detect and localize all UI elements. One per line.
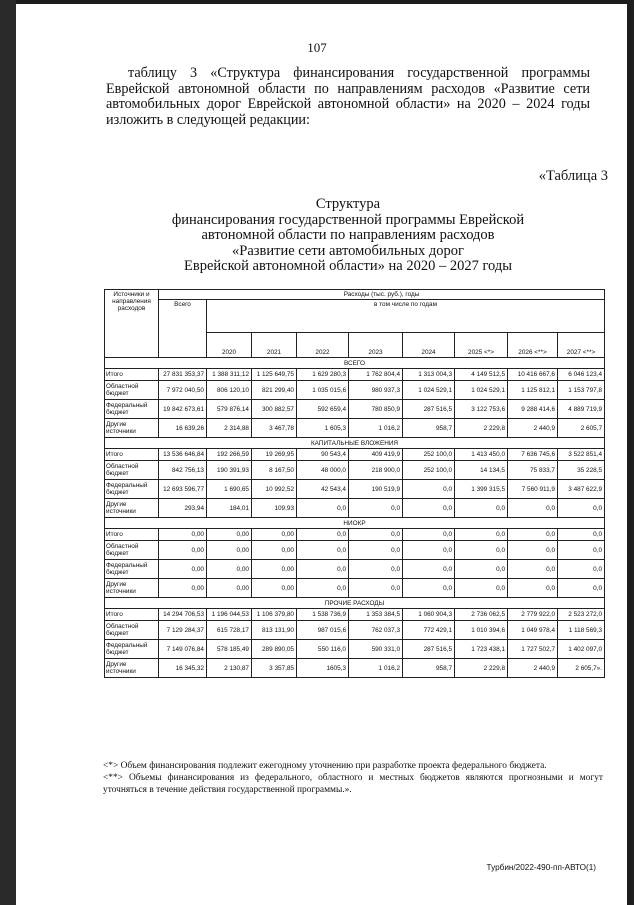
table-cell: 3 487 622,9 (558, 480, 605, 499)
table-cell: 190 519,9 (349, 480, 403, 499)
table-cell: 0,0 (297, 541, 349, 560)
table-cell: 0,0 (403, 579, 455, 598)
table-cell: 300 882,57 (252, 400, 297, 419)
table-row (105, 560, 605, 579)
table-cell: 7 636 745,6 (508, 449, 558, 461)
table-cell: 190 391,93 (207, 461, 252, 480)
section-row (105, 358, 605, 369)
year-header: 2025 <*> (455, 333, 508, 358)
table-row (105, 529, 605, 541)
table-cell: 1 413 450,0 (455, 449, 508, 461)
table-row (105, 499, 605, 518)
table-cell: 1 762 804,4 (349, 369, 403, 381)
row-label: Итого (105, 449, 159, 461)
table-cell: 7 149 076,84 (159, 640, 207, 659)
table-cell: 0,0 (403, 541, 455, 560)
table-cell: 813 131,90 (252, 621, 297, 640)
row-label: Итого (105, 369, 159, 381)
table-cell: 1 049 978,4 (508, 621, 558, 640)
table-cell: 1 125 812,1 (508, 381, 558, 400)
table-cell: 0,0 (508, 541, 558, 560)
table-cell: 3 467,78 (252, 419, 297, 438)
table-row (105, 480, 605, 499)
table-cell: 0,0 (349, 560, 403, 579)
table-cell: 1 016,2 (349, 659, 403, 678)
table-cell: 0,00 (207, 541, 252, 560)
scan-edge-top (0, 0, 634, 4)
table-cell: 7 560 911,9 (508, 480, 558, 499)
title-line: «Развитие сети автомобильных дорог (232, 242, 464, 259)
table-cell: 0,00 (159, 560, 207, 579)
table-cell: 0,0 (403, 560, 455, 579)
table-cell: 289 890,05 (252, 640, 297, 659)
table-cell: 7 972 040,50 (159, 381, 207, 400)
table-cell: 0,0 (558, 560, 605, 579)
table-cell: 1 402 097,0 (558, 640, 605, 659)
table-cell: 16 639,26 (159, 419, 207, 438)
title-line: финансирования государственной программы Еврейской (171, 211, 525, 228)
table-cell: 8 167,50 (252, 461, 297, 480)
table-cell: 550 116,0 (297, 640, 349, 659)
table-cell: 0,00 (159, 529, 207, 541)
row-label: Областной бюджет (105, 541, 159, 560)
table-cell: 772 429,1 (403, 621, 455, 640)
table-cell: 1 016,2 (349, 419, 403, 438)
year-header: 2024 (403, 333, 455, 358)
table-cell: 0,0 (558, 529, 605, 541)
table-cell: 13 536 646,84 (159, 449, 207, 461)
table-cell: 4 889 719,9 (558, 400, 605, 419)
footnote: <**> Объемы финансирования из федерального, областного и местных бюджетов являются прогнозными и могут уточняться в течение действия государственной программы.». (103, 773, 603, 795)
table-cell: 2 440,9 (508, 419, 558, 438)
table-cell: 1 388 311,12 (207, 369, 252, 381)
row-label: Другие источники (105, 659, 159, 678)
table-row (105, 369, 605, 381)
table-cell: 1 060 904,3 (403, 609, 455, 621)
table-cell: 0,0 (349, 529, 403, 541)
table-cell: 1 125 649,75 (252, 369, 297, 381)
table-cell: 1 024 529,1 (455, 381, 508, 400)
table-cell: 1 727 502,7 (508, 640, 558, 659)
row-label: Итого (105, 529, 159, 541)
table-cell: 0,0 (455, 579, 508, 598)
table-cell: 1 723 438,1 (455, 640, 508, 659)
table-cell: 0,00 (207, 529, 252, 541)
table-cell: 0,00 (252, 541, 297, 560)
table-cell: 958,7 (403, 419, 455, 438)
section-title: НИОКР (105, 518, 605, 529)
row-label: Федеральный бюджет (105, 480, 159, 499)
table-row (105, 400, 605, 419)
table-cell: 7 129 284,37 (159, 621, 207, 640)
table-cell: 2 130,87 (207, 659, 252, 678)
table-cell: 579 876,14 (207, 400, 252, 419)
table-cell: 19 269,95 (252, 449, 297, 461)
table-cell: 987 015,6 (297, 621, 349, 640)
table-cell: 0,00 (207, 560, 252, 579)
section-row (105, 598, 605, 609)
table-cell: 1 313 004,3 (403, 369, 455, 381)
header-total: Всего (159, 300, 207, 358)
header-expenses: Расходы (тыс. руб.), годы (159, 290, 605, 300)
table-cell: 0,0 (508, 499, 558, 518)
table-cell: 0,0 (403, 499, 455, 518)
table-cell: 16 345,32 (159, 659, 207, 678)
table-cell: 1 106 379,80 (252, 609, 297, 621)
table-cell: 0,0 (297, 529, 349, 541)
table-cell: 0,0 (403, 480, 455, 499)
table-cell: 2 605,7». (558, 659, 605, 678)
table-cell: 0,00 (252, 529, 297, 541)
table-cell: 287 516,5 (403, 640, 455, 659)
table-cell: 9 288 414,6 (508, 400, 558, 419)
table-cell: 842 756,13 (159, 461, 207, 480)
table-cell: 0,00 (252, 579, 297, 598)
table-cell: 2 523 272,0 (558, 609, 605, 621)
table-cell: 12 693 596,77 (159, 480, 207, 499)
table-cell: 3 122 753,6 (455, 400, 508, 419)
table-cell: 958,7 (403, 659, 455, 678)
header-source: Источники и направления расходов (105, 290, 159, 358)
table-cell: 48 000,0 (297, 461, 349, 480)
table-cell: 42 543,4 (297, 480, 349, 499)
scan-edge-right (627, 0, 634, 905)
table-row (105, 659, 605, 678)
table-cell: 2 229,8 (455, 659, 508, 678)
section-title: ВСЕГО (105, 358, 605, 369)
financing-table (104, 289, 605, 678)
table-cell: 1 153 797,8 (558, 381, 605, 400)
table-cell: 2 440,9 (508, 659, 558, 678)
table-cell: 3 357,85 (252, 659, 297, 678)
table-cell: 218 900,0 (349, 461, 403, 480)
title-line: Структура (315, 196, 381, 212)
table-cell: 252 100,0 (403, 461, 455, 480)
table-cell: 19 842 673,61 (159, 400, 207, 419)
row-label: Областной бюджет (105, 381, 159, 400)
table-cell: 0,0 (508, 579, 558, 598)
table-title (100, 197, 596, 275)
table-cell: 2 229,8 (455, 419, 508, 438)
table-cell: 780 850,9 (349, 400, 403, 419)
section-row (105, 438, 605, 449)
row-label: Областной бюджет (105, 621, 159, 640)
table-cell: 1 024 529,1 (403, 381, 455, 400)
table-cell: 2 779 922,0 (508, 609, 558, 621)
table-cell: 0,00 (159, 541, 207, 560)
row-label: Другие источники (105, 579, 159, 598)
year-header: 2027 <**> (558, 333, 605, 358)
table-cell: 0,0 (349, 499, 403, 518)
table-cell: 14 134,5 (455, 461, 508, 480)
table-cell: 0,0 (297, 560, 349, 579)
table-cell: 980 937,3 (349, 381, 403, 400)
table-cell: 293,94 (159, 499, 207, 518)
table-cell: 0,00 (252, 560, 297, 579)
table-cell: 1 629 280,3 (297, 369, 349, 381)
table-cell: 1 035 015,6 (297, 381, 349, 400)
table-cell: 252 100,0 (403, 449, 455, 461)
section-title: ПРОЧИЕ РАСХОДЫ (105, 598, 605, 609)
table-cell: 35 228,5 (558, 461, 605, 480)
year-header: 2022 (297, 333, 349, 358)
table-cell: 2 736 062,5 (455, 609, 508, 621)
title-line: Еврейской автономной области» на 2020 – 2027 годы (184, 258, 512, 274)
table-cell: 1 690,65 (207, 480, 252, 499)
table-cell: 821 299,40 (252, 381, 297, 400)
row-label: Итого (105, 609, 159, 621)
row-label: Другие источники (105, 499, 159, 518)
table-row (105, 579, 605, 598)
table-cell: 2 605,7 (558, 419, 605, 438)
table-cell: 1 010 394,6 (455, 621, 508, 640)
table-cell: 1 118 569,3 (558, 621, 605, 640)
table-cell: 0,00 (159, 579, 207, 598)
table-cell: 0,0 (455, 499, 508, 518)
year-header: 2023 (349, 333, 403, 358)
table-row (105, 449, 605, 461)
year-header: 2020 (207, 333, 252, 358)
table-cell: 1 538 736,9 (297, 609, 349, 621)
table-cell: 90 543,4 (297, 449, 349, 461)
table-row (105, 609, 605, 621)
table-cell: 4 149 512,5 (455, 369, 508, 381)
table-cell: 615 728,17 (207, 621, 252, 640)
table-cell: 192 266,59 (207, 449, 252, 461)
intro-paragraph: таблицу 3 «Структура финансирования государственной программы Еврейской автономной области по направлениям расходов «Развитие сети автомобильных дорог Еврейской автономной области» на 2020 – 2024 годы изложить в следующей редакции: (106, 65, 590, 128)
table-cell: 10 416 667,6 (508, 369, 558, 381)
year-header: 2026 <**> (508, 333, 558, 358)
table-cell: 0,0 (349, 541, 403, 560)
table-cell: 0,0 (349, 579, 403, 598)
table-cell: 10 992,52 (252, 480, 297, 499)
table-cell: 590 331,0 (349, 640, 403, 659)
table-cell: 0,0 (558, 579, 605, 598)
document-code: Турбин/2022-490-пп-АВТО(1) (486, 863, 596, 872)
table-cell: 0,0 (455, 529, 508, 541)
table-cell: 27 831 353,37 (159, 369, 207, 381)
table-cell: 184,01 (207, 499, 252, 518)
table-cell: 1 399 315,5 (455, 480, 508, 499)
year-header: 2021 (252, 333, 297, 358)
table-row (105, 541, 605, 560)
table-cell: 592 659,4 (297, 400, 349, 419)
table-cell: 0,0 (508, 529, 558, 541)
table-cell: 0,0 (403, 529, 455, 541)
table-cell: 2 314,88 (207, 419, 252, 438)
table-cell: 0,0 (508, 560, 558, 579)
table-cell: 6 046 123,4 (558, 369, 605, 381)
table-cell: 806 120,10 (207, 381, 252, 400)
row-label: Федеральный бюджет (105, 640, 159, 659)
row-label: Другие источники (105, 419, 159, 438)
header-by-year: в том числе по годам (207, 300, 605, 333)
table-body (105, 358, 605, 678)
title-line: автономной области по направлениям расходов (201, 227, 495, 243)
table-row (105, 419, 605, 438)
footnotes (103, 760, 603, 796)
table-cell: 75 833,7 (508, 461, 558, 480)
page-number: 107 (307, 40, 327, 55)
table-cell: 109,93 (252, 499, 297, 518)
table-cell: 0,0 (558, 499, 605, 518)
table-cell: 0,0 (455, 560, 508, 579)
table-cell: 287 516,5 (403, 400, 455, 419)
table-row (105, 381, 605, 400)
table-row (105, 461, 605, 480)
section-title: КАПИТАЛЬНЫЕ ВЛОЖЕНИЯ (105, 438, 605, 449)
table-cell: 3 522 851,4 (558, 449, 605, 461)
footnote: <*> Объем финансирования подлежит ежегодному уточнению при разработке проекта федерального бюджета. (103, 761, 547, 771)
table-cell: 1 605,3 (297, 419, 349, 438)
table-cell: 409 419,9 (349, 449, 403, 461)
table-cell: 0,0 (297, 579, 349, 598)
scan-edge-left (0, 0, 16, 905)
table-row (105, 640, 605, 659)
table-cell: 762 037,3 (349, 621, 403, 640)
table-reference: «Таблица 3 (538, 168, 608, 184)
row-label: Федеральный бюджет (105, 560, 159, 579)
table-cell: 0,0 (297, 499, 349, 518)
table-cell: 1 196 044,53 (207, 609, 252, 621)
row-label: Федеральный бюджет (105, 400, 159, 419)
table-row (105, 621, 605, 640)
table-cell: 0,0 (558, 541, 605, 560)
table-cell: 1605,3 (297, 659, 349, 678)
section-row (105, 518, 605, 529)
table-cell: 14 294 706,53 (159, 609, 207, 621)
table-cell: 0,0 (455, 541, 508, 560)
table-cell: 578 185,49 (207, 640, 252, 659)
table-cell: 0,00 (207, 579, 252, 598)
table-cell: 1 353 384,5 (349, 609, 403, 621)
row-label: Областной бюджет (105, 461, 159, 480)
